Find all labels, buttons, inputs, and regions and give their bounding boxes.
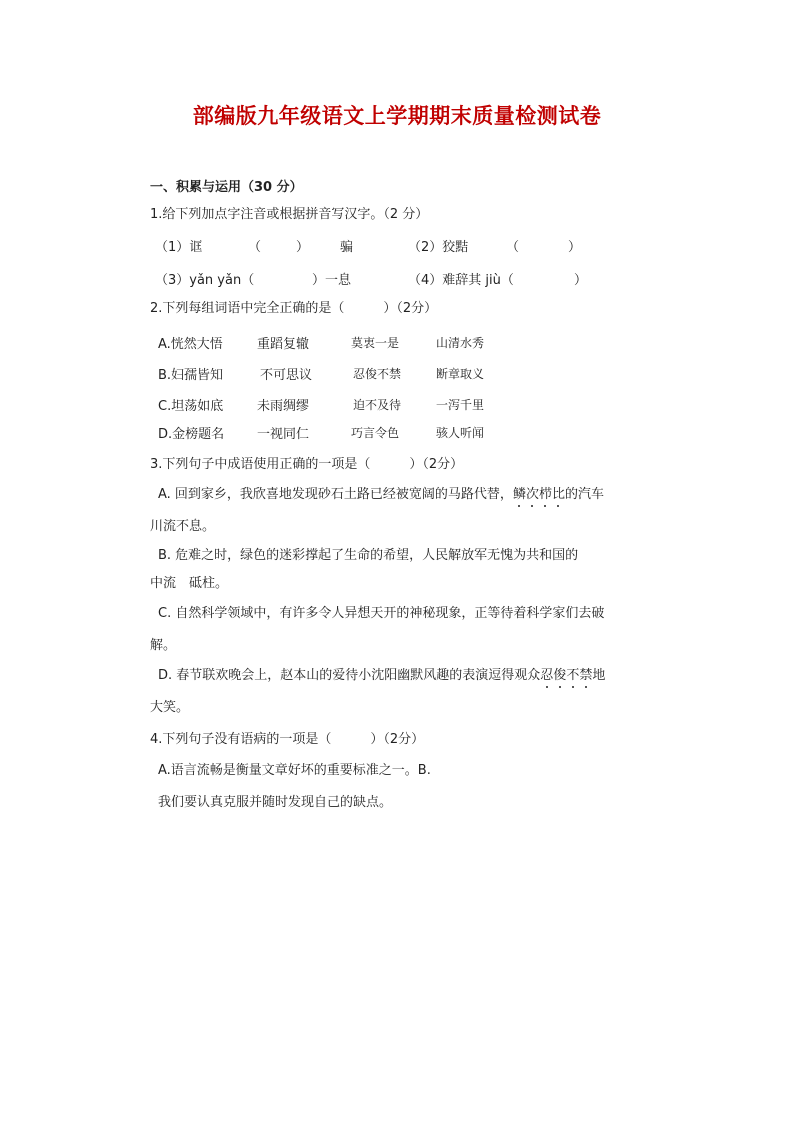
document-title: 部编版九年级语文上学期期末质量检测试卷 [192,104,602,128]
q1-blank-open-2: （ [506,240,520,255]
q1-item-1-char: 骗 [340,240,354,255]
q1-item-2: （2）狡黠 [408,240,469,255]
question-4-option-b: 我们要认真克服并随时发现自己的缺点。 [158,795,393,810]
option-word-4: 一泻千里 [436,398,485,412]
option-word-3: 莫衷一是 [351,336,400,350]
option-label: A.恍然大悟 [158,337,223,352]
q1-blank-close: ） [296,240,310,255]
q1-blank-open: （ [248,240,262,255]
option-label: D.金榜题名 [158,427,225,442]
option-d-tail: 地 [592,668,606,683]
option-label: B.妇孺皆知 [158,368,224,383]
option-word-4: 骇人听闻 [436,426,485,440]
question-4-stem: 4.下列句子没有语病的一项是（ ）（2分） [150,732,425,747]
option-a-tail: 的汽车 [565,487,605,502]
option-label: C.坦荡如底 [158,399,224,414]
dotted-idiom: 鳞次栉比 [512,487,565,502]
question-1-stem: 1.给下列加点字注音或根据拼音写汉字。（2 分） [150,207,429,222]
question-3-option-b-cont: 中流 砥柱。 [150,576,229,591]
option-word-4: 山清水秀 [436,336,485,350]
question-3-stem: 3.下列句子中成语使用正确的一项是（ ）（2分） [150,457,464,472]
option-word-2: 一视同仁 [257,427,310,442]
option-word-2: 重蹈复辙 [257,337,310,352]
option-a-text: A. 回到家乡，我欣喜地发现砂石土路已经被宽阔的马路代替， [158,487,513,502]
option-word-3: 迫不及待 [353,398,402,412]
option-d-text: D. 春节联欢晚会上，赵本山的爱待小沈阳幽默风趣的表演逗得观众 [158,668,541,683]
question-3-option-a [158,487,604,503]
question-3-option-d [158,668,605,684]
q1-item-4: （4）难辞其 jiù（ [408,273,514,288]
question-3-option-c: C. 自然科学领域中，有许多令人异想天开的神秘现象，正等待着科学家们去破 [158,606,605,621]
q1-item-3: （3）yǎn yǎn（ [155,273,255,288]
dotted-idiom: 忍俊不禁 [540,668,593,683]
question-4-option-a: A.语言流畅是衡量文章好坏的重要标准之一。B. [158,763,431,778]
option-word-3: 巧言令色 [351,426,400,440]
question-2-stem: 2.下列每组词语中完全正确的是（ ）（2分） [150,301,438,316]
section-heading: 一、积累与运用（30 分） [150,180,303,195]
q1-blank-close-2: ） [568,240,582,255]
option-word-2: 不可思议 [260,368,313,383]
question-3-option-b: B. 危难之时，绿色的迷彩撑起了生命的希望，人民解放军无愧为共和国的 [158,548,579,563]
question-3-option-d-cont: 大笑。 [150,700,190,715]
option-word-4: 断章取义 [436,367,485,381]
q1-item-1: （1）诓 [155,240,203,255]
option-word-2: 未雨绸缪 [257,399,310,414]
question-3-option-c-cont: 解。 [150,638,177,653]
question-3-option-a-cont: 川流不息。 [150,519,216,534]
q1-item-3-tail: ）一息 [312,273,352,288]
q1-item-4-close: ） [574,273,588,288]
option-word-3: 忍俊不禁 [353,367,402,381]
